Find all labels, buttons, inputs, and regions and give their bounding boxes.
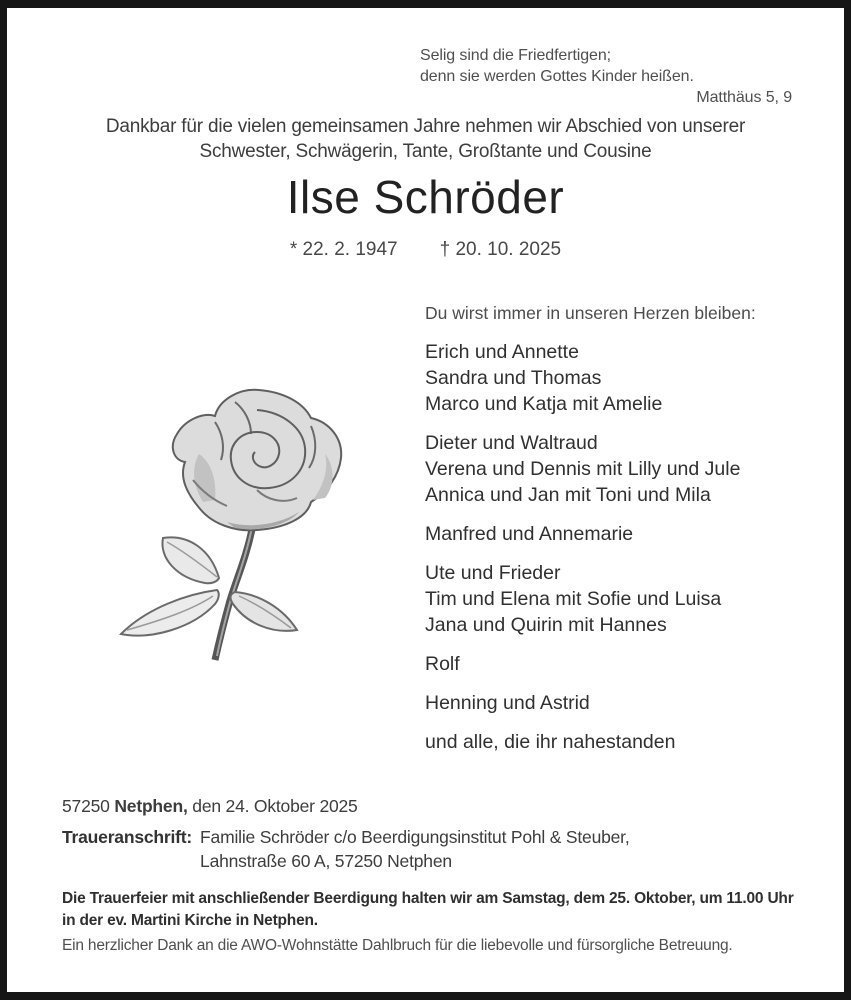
mourner-group xyxy=(425,521,740,547)
mourner-line: Tim und Elena mit Sofie und Luisa xyxy=(425,588,722,610)
mourner-line: Verena und Dennis mit Lilly und Jule xyxy=(425,458,741,480)
deceased-name: Ilse Schröder xyxy=(286,171,565,223)
mourner-group xyxy=(425,651,740,677)
mourning-address xyxy=(62,825,630,873)
scripture-quote xyxy=(420,45,792,108)
mourner-group xyxy=(425,690,740,716)
rose-illustration-icon xyxy=(107,381,372,663)
mourner-line: Henning und Astrid xyxy=(425,692,590,714)
date-text: den 24. Oktober 2025 xyxy=(192,796,358,816)
mourners-list xyxy=(425,339,740,768)
mourner-line: Ute und Frieder xyxy=(425,562,561,584)
quote-source: Matthäus 5, 9 xyxy=(696,89,792,106)
address-line-2: Lahnstraße 60 A, 57250 Netphen xyxy=(200,851,452,871)
mourner-line: Manfred und Annemarie xyxy=(425,523,634,545)
city-name: Netphen, xyxy=(114,796,188,816)
mourner-line: Rolf xyxy=(425,653,460,675)
mourner-line: Sandra und Thomas xyxy=(425,367,602,389)
address-label: Traueranschrift: xyxy=(62,827,193,847)
mourner-line: Erich und Annette xyxy=(425,341,579,363)
mourner-line: Annica und Jan mit Toni und Mila xyxy=(425,484,711,506)
intro-line-1: Dankbar für die vielen gemeinsamen Jahre nehmen wir Abschied von unserer xyxy=(105,116,746,137)
quote-line-1: Selig sind die Friedfertigen; xyxy=(420,47,611,64)
address-text xyxy=(200,825,629,873)
intro-line-2: Schwester, Schwägerin, Tante, Großtante und Cousine xyxy=(199,141,652,162)
mourner-line: Jana und Quirin mit Hannes xyxy=(425,614,667,636)
zip-code: 57250 xyxy=(62,796,110,816)
thanks-note: Ein herzlicher Dank an die AWO-Wohnstätte Dahlbruch für die liebevolle und fürsorgliche Betreuung. xyxy=(62,937,733,954)
mourner-line: Dieter und Waltraud xyxy=(425,432,598,454)
birth-date: * 22. 2. 1947 xyxy=(289,239,398,260)
life-dates xyxy=(7,239,844,261)
remembrance-heading: Du wirst immer in unseren Herzen bleiben: xyxy=(425,303,756,323)
mourner-group xyxy=(425,729,740,755)
death-date: † 20. 10. 2025 xyxy=(439,239,562,260)
city-date-line xyxy=(62,796,358,817)
mourner-group xyxy=(425,339,740,417)
mourner-group xyxy=(425,430,740,508)
address-line-1: Familie Schröder c/o Beerdigungsinstitut Pohl & Steuber, xyxy=(200,827,630,847)
quote-line-2: denn sie werden Gottes Kinder heißen. xyxy=(420,68,694,85)
mourner-line: und alle, die ihr nahestanden xyxy=(425,731,676,753)
farewell-intro xyxy=(7,114,844,164)
funeral-info: Die Trauerfeier mit anschließender Beerdigung halten wir am Samstag, dem 25. Oktober, um 11.00 Uhr in der ev. Martini Kirche in Netphen. xyxy=(62,890,794,929)
mourner-group xyxy=(425,560,740,638)
mourner-line: Marco und Katja mit Amelie xyxy=(425,393,663,415)
